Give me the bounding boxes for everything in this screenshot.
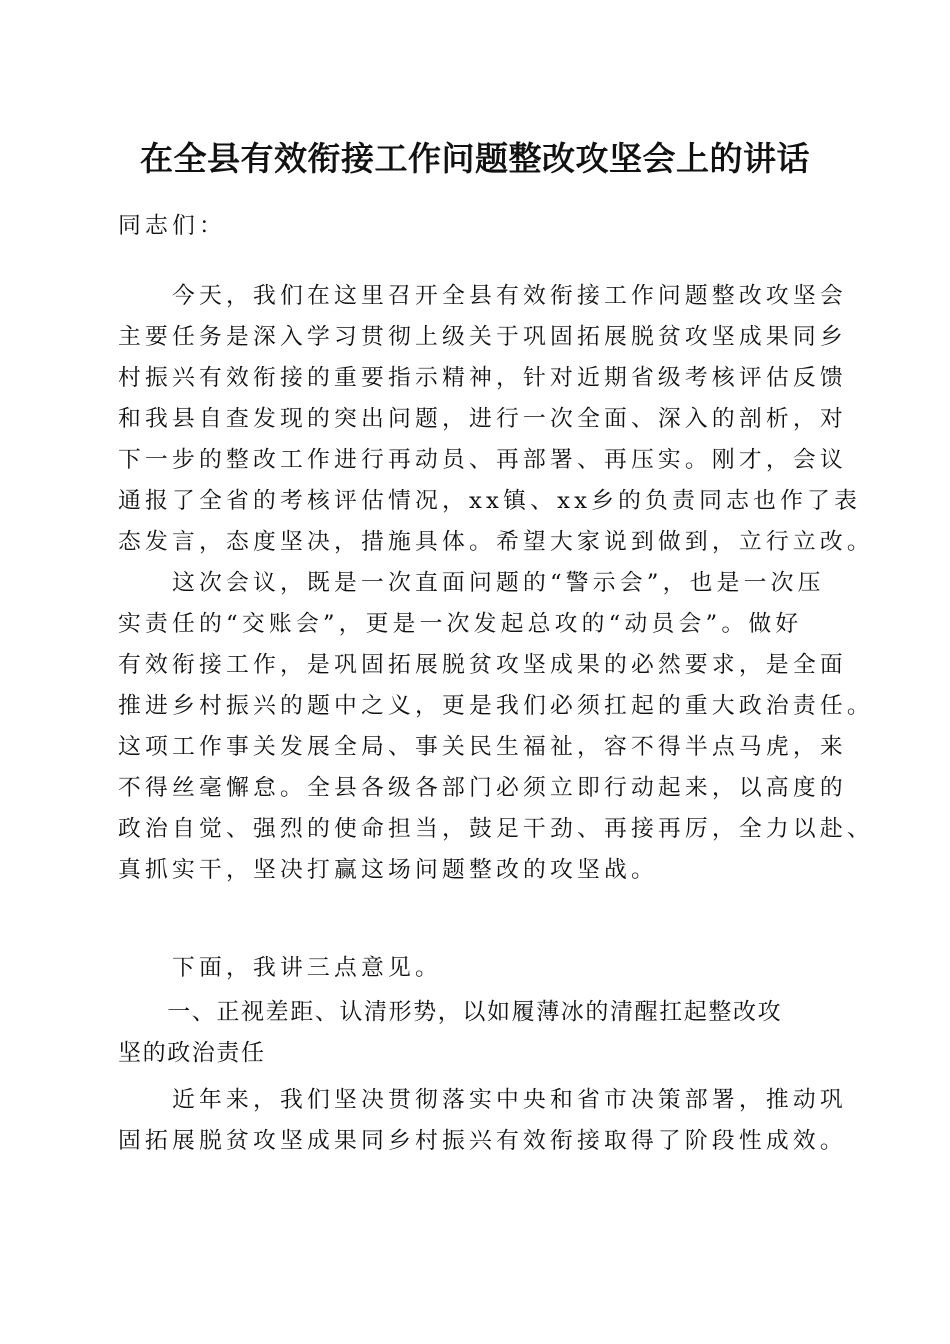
salutation xyxy=(118,206,838,247)
section-heading-one xyxy=(118,992,838,1074)
heading-line: 坚的政治责任 xyxy=(118,1040,266,1066)
salutation-text: 同志们： xyxy=(118,213,226,239)
paragraph-line: 下一步的整改工作进行再动员、再部署、再压实。刚才，会议 xyxy=(118,447,847,473)
paragraph-meeting-purpose xyxy=(118,563,874,891)
paragraph-line: 通报了全省的考核评估情况，xx镇、xx乡的负责同志也作了表 xyxy=(118,488,862,514)
paragraph-line: 这次会议，既是一次直面问题的“警示会”，也是一次压 xyxy=(118,570,825,596)
paragraph-line: 和我县自查发现的突出问题，进行一次全面、深入的剖析，对 xyxy=(118,406,847,432)
paragraph-line: 主要任务是深入学习贯彻上级关于巩固拓展脱贫攻坚成果同乡 xyxy=(118,324,847,350)
paragraph-line: 真抓实干，坚决打赢这场问题整改的攻坚战。 xyxy=(118,857,658,883)
paragraph-intro-points xyxy=(118,948,838,989)
paragraph-line: 村振兴有效衔接的重要指示精神，针对近期省级考核评估反馈 xyxy=(118,365,847,391)
paragraph-line: 这项工作事关发展全局、事关民生福祉，容不得半点马虎，来 xyxy=(118,734,847,760)
paragraph-line: 态发言，态度坚决，措施具体。希望大家说到做到，立行立改。 xyxy=(118,529,874,555)
paragraph-line: 政治自觉、强烈的使命担当，鼓足干劲、再接再厉，全力以赴、 xyxy=(118,816,874,842)
document-title: 在全县有效衔接工作问题整改攻坚会上的讲话 xyxy=(140,139,810,178)
paragraph-line: 下面，我讲三点意见。 xyxy=(118,955,442,981)
paragraph-line: 近年来，我们坚决贯彻落实中央和省市决策部署，推动巩 xyxy=(118,1087,847,1113)
paragraph-recent-years xyxy=(118,1080,847,1162)
paragraph-line: 不得丝毫懈怠。全县各级各部门必须立即行动起来，以高度的 xyxy=(118,775,847,801)
paragraph-line: 推进乡村振兴的题中之义，更是我们必须扛起的重大政治责任。 xyxy=(118,693,874,719)
paragraph-line: 固拓展脱贫攻坚成果同乡村振兴有效衔接取得了阶段性成效。 xyxy=(118,1128,847,1154)
paragraph-line: 实责任的“交账会”，更是一次发起总攻的“动员会”。做好 xyxy=(118,611,803,637)
paragraph-opening xyxy=(118,276,874,563)
paragraph-line: 有效衔接工作，是巩固拓展脱贫攻坚成果的必然要求，是全面 xyxy=(118,652,847,678)
heading-line: 一、正视差距、认清形势，以如履薄冰的清醒扛起整改攻 xyxy=(118,999,783,1025)
paragraph-line: 今天，我们在这里召开全县有效衔接工作问题整改攻坚会 xyxy=(118,283,847,309)
